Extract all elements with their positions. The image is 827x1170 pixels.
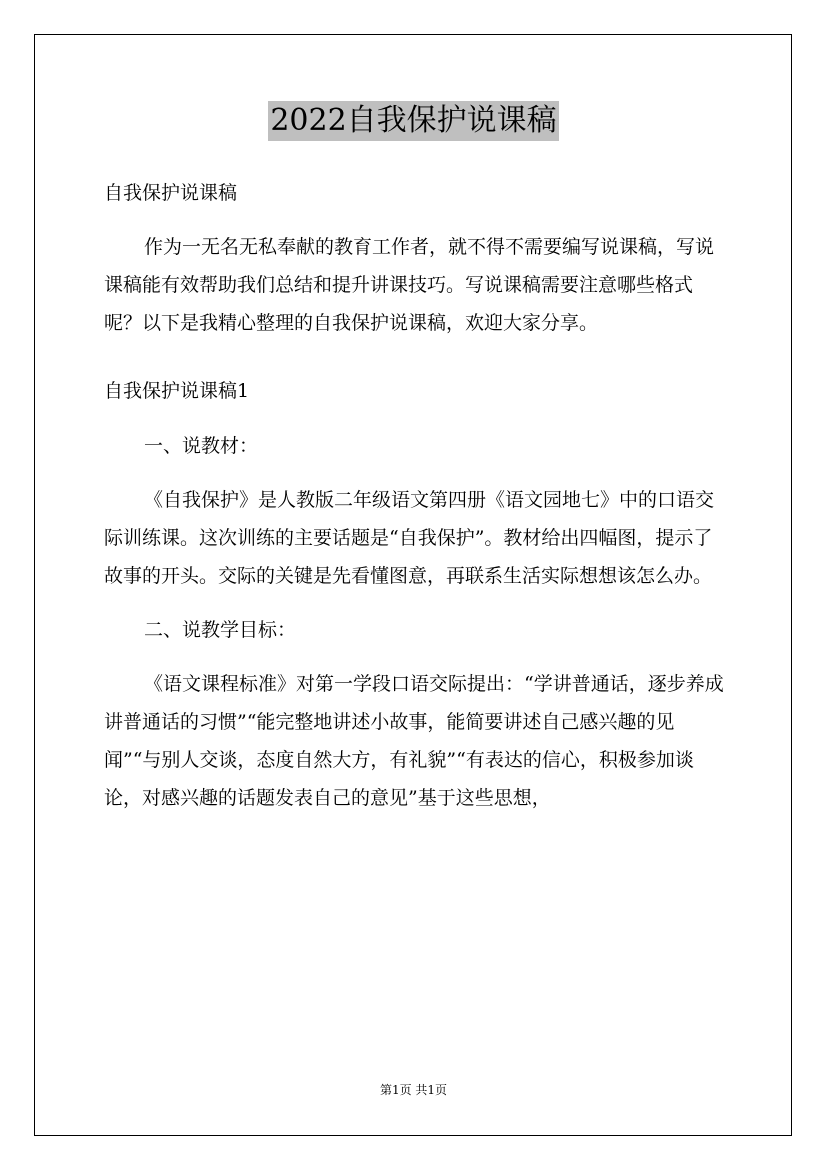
document-subtitle: 自我保护说课稿	[104, 182, 238, 204]
heading-textbook: 一、说教材：	[144, 435, 259, 457]
document-body	[104, 174, 724, 817]
document-title: 2022自我保护说课稿	[268, 101, 558, 141]
section-title: 自我保护说课稿1	[104, 380, 250, 402]
heading-teaching-goals: 二、说教学目标：	[144, 619, 297, 641]
page-footer: 第1页 共1页	[379, 1083, 448, 1097]
teaching-goals-paragraph: 《语文课程标准》对第一学段口语交际提出：“学讲普通话，逐步养成讲普通话的习惯”“能完整地讲述小故事，能简要讲述自己感兴趣的见闻”“与别人交谈，态度自然大方，有礼貌”“有表达的信心，积极参加谈论，对感兴趣的话题发表自己的意见”基于这些思想，	[104, 673, 724, 809]
textbook-paragraph: 《自我保护》是人教版二年级语文第四册《语文园地七》中的口语交际训练课。这次训练的主要话题是“自我保护”。教材给出四幅图，提示了故事的开头。交际的关键是先看懂图意，再联系生活实际想想该怎么办。	[104, 489, 715, 587]
title-container	[0, 101, 827, 141]
intro-paragraph: 作为一无名无私奉献的教育工作者，就不得不需要编写说课稿，写说课稿能有效帮助我们总结和提升讲课技巧。写说课稿需要注意哪些格式呢？以下是我精心整理的自我保护说课稿，欢迎大家分享。	[104, 236, 715, 334]
